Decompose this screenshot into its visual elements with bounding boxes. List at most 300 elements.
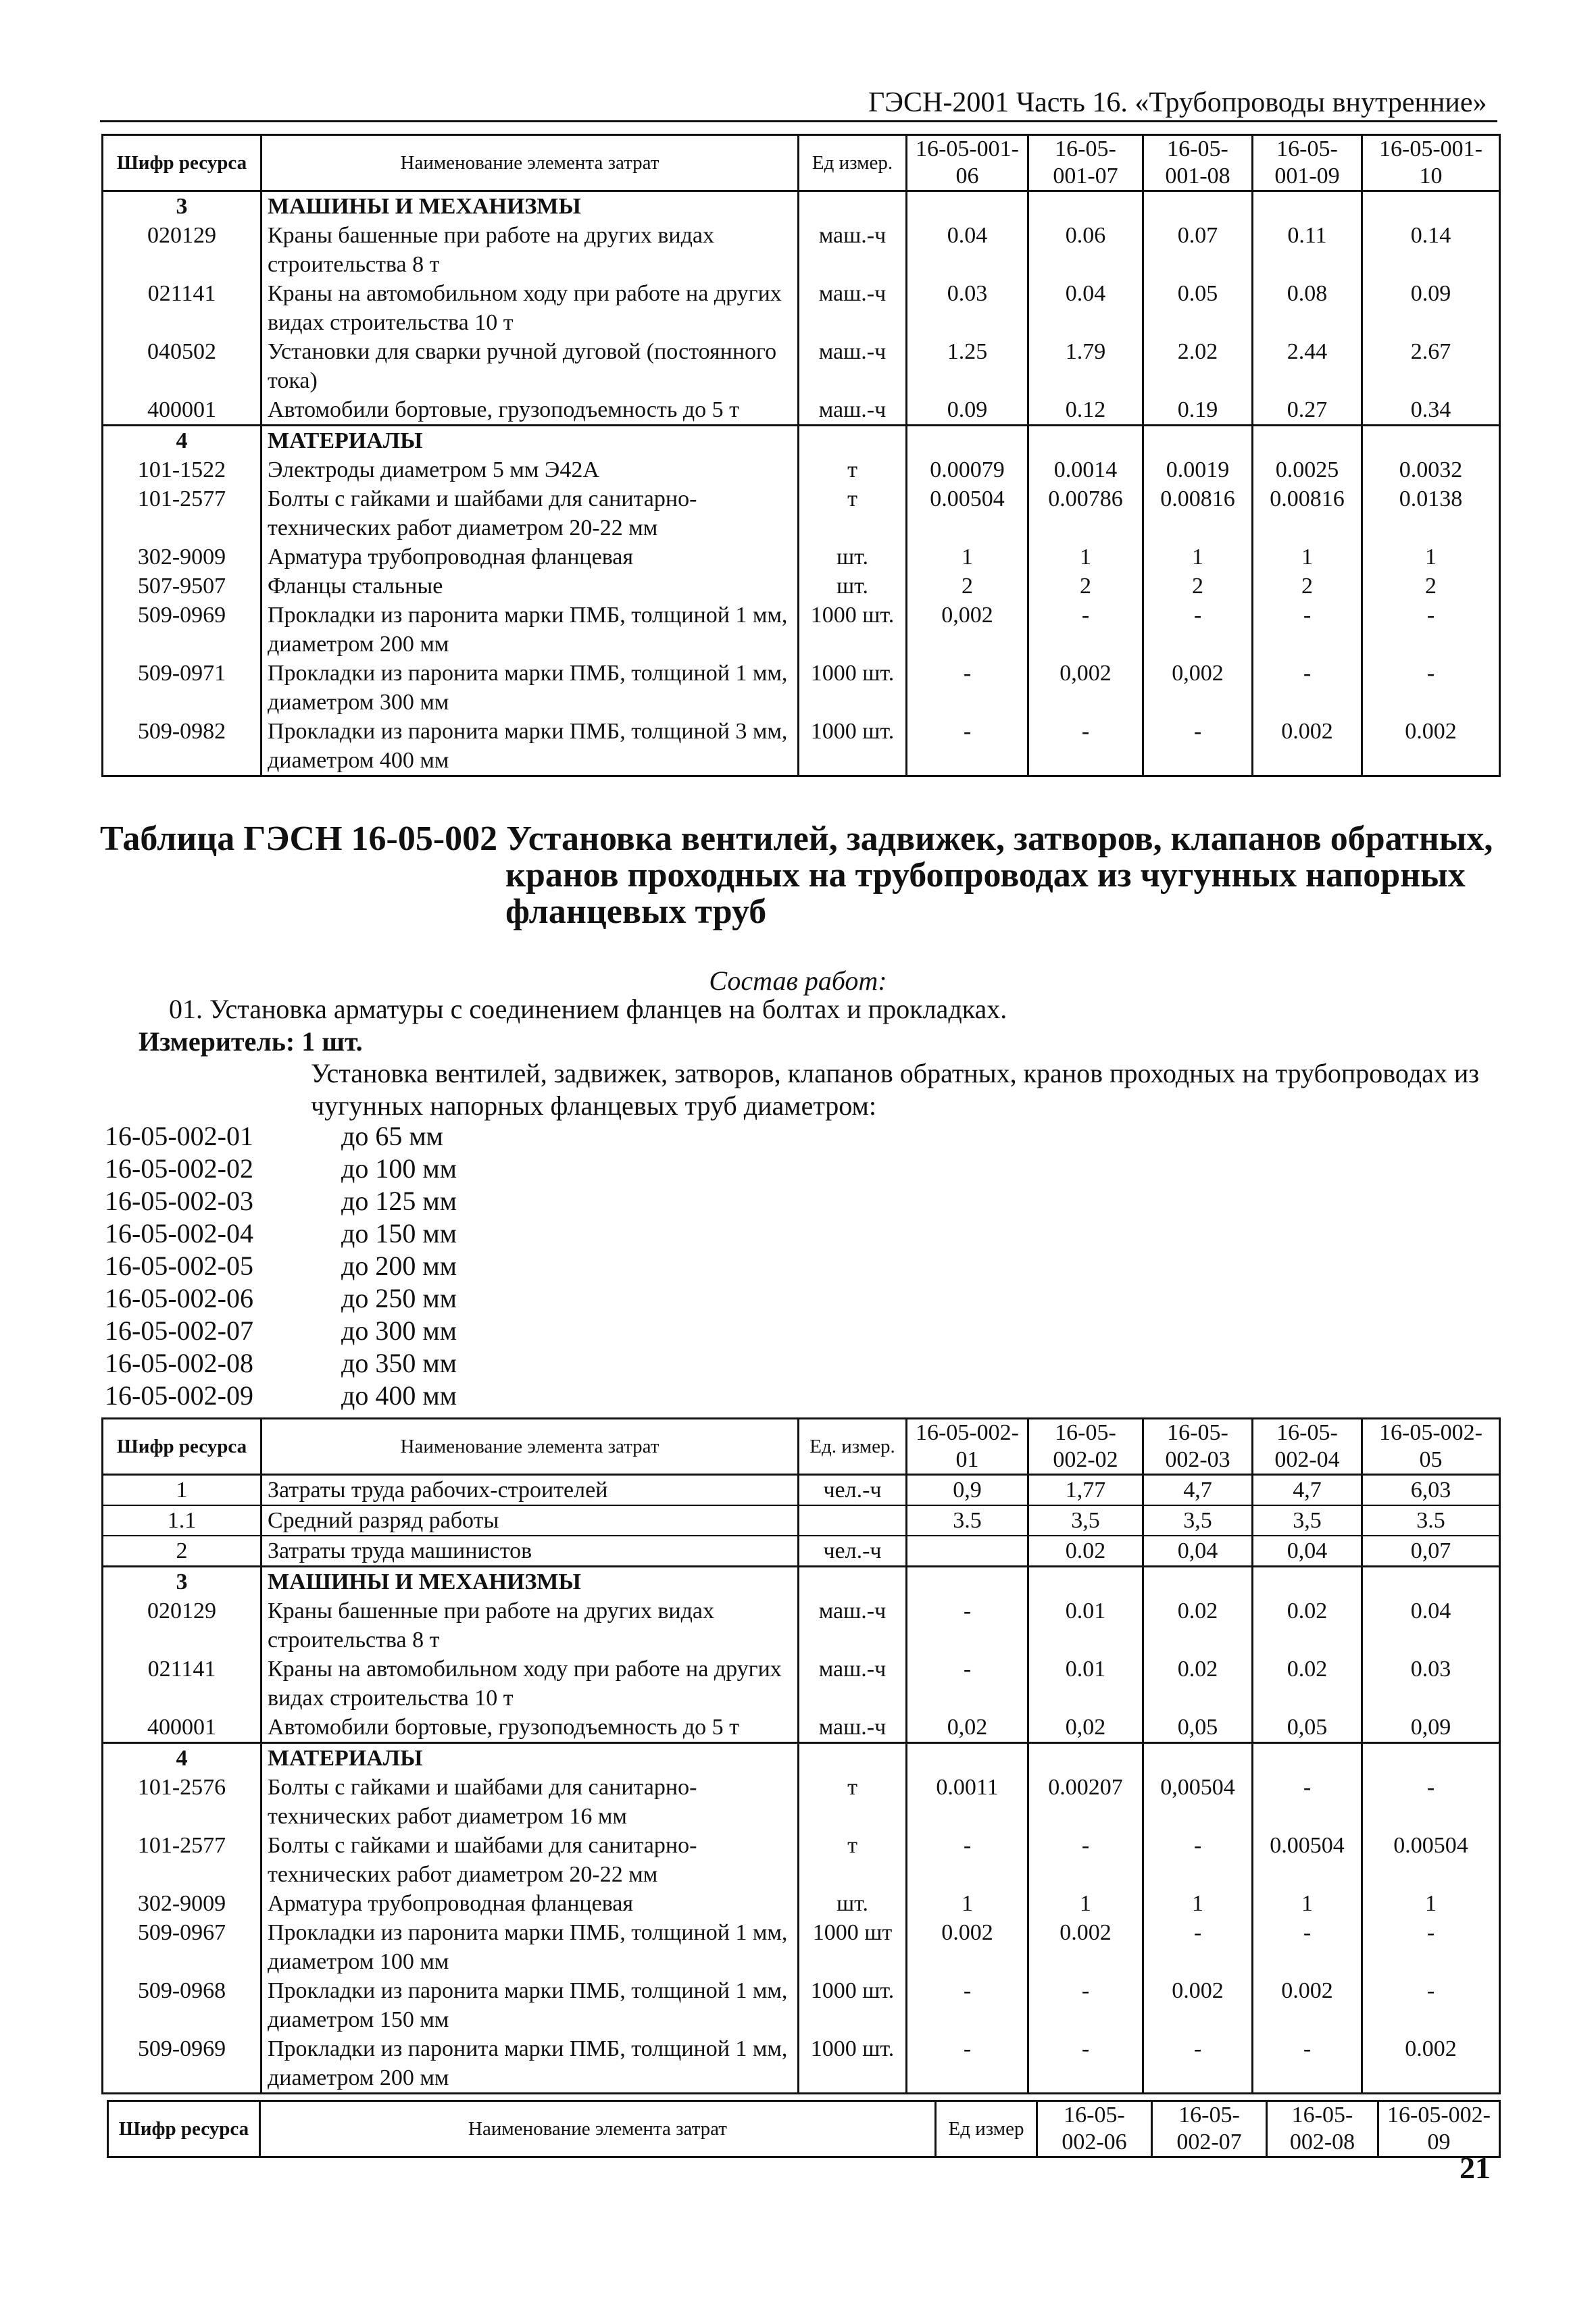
norm-value: - xyxy=(1253,601,1362,659)
resource-table-1 xyxy=(101,134,1501,777)
norm-value: 0.002 xyxy=(1143,1976,1253,2034)
resource-code: 020129 xyxy=(103,221,261,279)
col-header-code: Шифр ресурса xyxy=(103,135,261,191)
col-header-code-3: 16-05-002-08 xyxy=(1267,2101,1378,2157)
empty-cell xyxy=(1143,1743,1253,1774)
norm-value: 0.04 xyxy=(1362,1596,1500,1655)
norm-value: 1,77 xyxy=(1028,1475,1143,1506)
running-header: ГЭСН-2001 Часть 16. «Трубопроводы внутренние» xyxy=(868,87,1487,118)
norm-value: 0,02 xyxy=(907,1713,1028,1743)
empty-cell xyxy=(907,1743,1028,1774)
resource-name: Электроды диаметром 5 мм Э42А xyxy=(261,455,799,484)
resource-code: 4 xyxy=(103,1743,261,1774)
norm-value xyxy=(907,1536,1028,1567)
norm-value: - xyxy=(907,717,1028,776)
empty-cell xyxy=(1362,1567,1500,1597)
unit: т xyxy=(799,1773,907,1831)
norm-value: - xyxy=(1028,717,1143,776)
resource-code: 021141 xyxy=(103,279,261,337)
resource-row xyxy=(103,395,1500,426)
norm-value: 2 xyxy=(1028,572,1143,601)
norm-value: 2.02 xyxy=(1143,337,1253,395)
resource-code: 1.1 xyxy=(103,1505,261,1536)
col-header-code-5: 16-05-001-10 xyxy=(1362,135,1500,191)
col-header-code-2: 16-05-001-07 xyxy=(1028,135,1143,191)
table-title-line-1: Таблица ГЭСН 16-05-002 Установка вентилей, задвижек, затворов, клапанов обратных, xyxy=(100,820,1493,858)
resource-code: 509-0969 xyxy=(103,2034,261,2094)
norm-value: 0,07 xyxy=(1362,1536,1500,1567)
resource-row xyxy=(103,601,1500,659)
norm-value: 3,5 xyxy=(1253,1505,1362,1536)
resource-row xyxy=(103,717,1500,776)
resource-code: 302-9009 xyxy=(103,543,261,572)
resource-name: Установки для сварки ручной дуговой (постоянного тока) xyxy=(261,337,799,395)
resource-row xyxy=(103,1505,1500,1536)
norm-value: 1.25 xyxy=(907,337,1028,395)
norm-value: 0.00816 xyxy=(1143,484,1253,543)
resource-code: 4 xyxy=(103,426,261,456)
resource-row xyxy=(103,1773,1500,1831)
norm-value: 0,002 xyxy=(907,601,1028,659)
resource-name: Прокладки из паронита марки ПМБ, толщиной 1 мм, диаметром 300 мм xyxy=(261,659,799,717)
resource-table-3-header xyxy=(107,2100,1501,2158)
diameter: до 100 мм xyxy=(341,1153,457,1184)
unit: маш.-ч xyxy=(799,279,907,337)
section-title: МАТЕРИАЛЫ xyxy=(261,426,799,456)
norm-value: - xyxy=(1362,659,1500,717)
norm-code: 16-05-002-03 xyxy=(105,1186,253,1216)
resource-name: Краны на автомобильном ходу при работе на других видах строительства 10 т xyxy=(261,1655,799,1713)
col-header-code-4: 16-05-001-09 xyxy=(1253,135,1362,191)
resource-name: Прокладки из паронита марки ПМБ, толщиной 1 мм, диаметром 100 мм xyxy=(261,1918,799,1976)
empty-cell xyxy=(907,191,1028,222)
norm-code: 16-05-002-01 xyxy=(105,1121,253,1151)
empty-cell xyxy=(1362,191,1500,222)
resource-row xyxy=(103,1918,1500,1976)
norm-value: 0.11 xyxy=(1253,221,1362,279)
norm-value: 0.002 xyxy=(1253,1976,1362,2034)
norm-value: 0.01 xyxy=(1028,1655,1143,1713)
norm-value: 0.02 xyxy=(1253,1596,1362,1655)
col-header-code-1: 16-05-002-06 xyxy=(1037,2101,1152,2157)
norm-value: 1 xyxy=(1143,543,1253,572)
norm-value: 0.12 xyxy=(1028,395,1143,426)
work-operation: 01. Установка арматуры с соединением фланцев на болтах и прокладках. xyxy=(169,994,1007,1024)
empty-cell xyxy=(1143,191,1253,222)
resource-name: Краны башенные при работе на других видах строительства 8 т xyxy=(261,1596,799,1655)
resource-code: 1 xyxy=(103,1475,261,1506)
section-title: МАШИНЫ И МЕХАНИЗМЫ xyxy=(261,191,799,222)
norm-value: - xyxy=(1143,1918,1253,1976)
resource-name: Арматура трубопроводная фланцевая xyxy=(261,1889,799,1918)
norm-value: 0.00207 xyxy=(1028,1773,1143,1831)
resource-row xyxy=(103,1976,1500,2034)
diameter: до 350 мм xyxy=(341,1348,457,1378)
resource-code: 400001 xyxy=(103,1713,261,1743)
norm-value: 0.0011 xyxy=(907,1773,1028,1831)
resource-row xyxy=(103,337,1500,395)
norm-value: 0.00504 xyxy=(1362,1831,1500,1889)
empty-cell xyxy=(1253,191,1362,222)
resource-row xyxy=(103,1713,1500,1743)
resource-name: Прокладки из паронита марки ПМБ, толщиной 3 мм, диаметром 400 мм xyxy=(261,717,799,776)
empty-cell xyxy=(799,426,907,456)
unit: 1000 шт. xyxy=(799,1976,907,2034)
empty-cell xyxy=(907,1567,1028,1597)
unit: т xyxy=(799,484,907,543)
norm-value: 0.0138 xyxy=(1362,484,1500,543)
resource-code: 040502 xyxy=(103,337,261,395)
norm-value: - xyxy=(1253,1773,1362,1831)
resource-code: 101-2577 xyxy=(103,484,261,543)
norm-value: 0,02 xyxy=(1028,1713,1143,1743)
empty-cell xyxy=(1028,191,1143,222)
norm-value: 3.5 xyxy=(907,1505,1028,1536)
resource-code: 400001 xyxy=(103,395,261,426)
norm-value: 0.03 xyxy=(907,279,1028,337)
unit: чел.-ч xyxy=(799,1536,907,1567)
resource-name: Краны на автомобильном ходу при работе на других видах строительства 10 т xyxy=(261,279,799,337)
norm-value: 3,5 xyxy=(1028,1505,1143,1536)
norm-value: 2 xyxy=(907,572,1028,601)
norm-value: 0,05 xyxy=(1143,1713,1253,1743)
resource-name: Краны башенные при работе на других видах строительства 8 т xyxy=(261,221,799,279)
table-title xyxy=(100,821,1497,930)
norm-value: 0.04 xyxy=(907,221,1028,279)
empty-cell xyxy=(1028,426,1143,456)
resource-code: 021141 xyxy=(103,1655,261,1713)
section-title: МАТЕРИАЛЫ xyxy=(261,1743,799,1774)
page-number: 21 xyxy=(1460,2150,1491,2185)
norm-value: 0.09 xyxy=(907,395,1028,426)
unit: маш.-ч xyxy=(799,1713,907,1743)
diameter: до 150 мм xyxy=(341,1218,457,1249)
table-title-line-3: фланцевых труб xyxy=(505,892,767,931)
norm-value: 0.0014 xyxy=(1028,455,1143,484)
unit: 1000 шт xyxy=(799,1918,907,1976)
resource-name: Прокладки из паронита марки ПМБ, толщиной 1 мм, диаметром 200 мм xyxy=(261,2034,799,2094)
norm-value: 0.00504 xyxy=(907,484,1028,543)
norm-value: 0,002 xyxy=(1143,659,1253,717)
col-header-name: Наименование элемента затрат xyxy=(261,135,799,191)
resource-name: Затраты труда машинистов xyxy=(261,1536,799,1567)
norm-code-list xyxy=(105,1120,253,1412)
empty-cell xyxy=(1253,426,1362,456)
norm-value: - xyxy=(1362,601,1500,659)
resource-table-2 xyxy=(101,1417,1501,2094)
section-row xyxy=(103,1743,1500,1774)
norm-value: 0,05 xyxy=(1253,1713,1362,1743)
empty-cell xyxy=(1143,1567,1253,1597)
norm-value: 0,002 xyxy=(1028,659,1143,717)
diameter: до 300 мм xyxy=(341,1315,457,1346)
norm-value: 1 xyxy=(1253,543,1362,572)
norm-value: 6,03 xyxy=(1362,1475,1500,1506)
norm-value: 1 xyxy=(907,1889,1028,1918)
norm-value: - xyxy=(907,1655,1028,1713)
col-header-unit: Ед. измер. xyxy=(799,1419,907,1475)
norm-value: 0.00816 xyxy=(1253,484,1362,543)
unit: маш.-ч xyxy=(799,1655,907,1713)
resource-row xyxy=(103,2034,1500,2094)
resource-name: Болты с гайками и шайбами для санитарно-технических работ диаметром 16 мм xyxy=(261,1773,799,1831)
norm-value: 3,5 xyxy=(1143,1505,1253,1536)
norm-value: 0.02 xyxy=(1143,1655,1253,1713)
norm-code: 16-05-002-06 xyxy=(105,1283,253,1313)
norm-value: 0,04 xyxy=(1253,1536,1362,1567)
norm-value: - xyxy=(1253,1918,1362,1976)
col-header-code-5: 16-05-002-05 xyxy=(1362,1419,1500,1475)
unit: шт. xyxy=(799,543,907,572)
norm-value: 0.03 xyxy=(1362,1655,1500,1713)
unit: шт. xyxy=(799,572,907,601)
resource-code: 101-2577 xyxy=(103,1831,261,1889)
norm-value: 0.0032 xyxy=(1362,455,1500,484)
norm-value: 0,04 xyxy=(1143,1536,1253,1567)
col-header-code-1: 16-05-001-06 xyxy=(907,135,1028,191)
norm-value: 2 xyxy=(1362,572,1500,601)
diameter: до 65 мм xyxy=(341,1121,443,1151)
resource-row xyxy=(103,1889,1500,1918)
norm-value: 0.01 xyxy=(1028,1596,1143,1655)
norm-value: 0.08 xyxy=(1253,279,1362,337)
section-row xyxy=(103,1567,1500,1597)
resource-row xyxy=(103,455,1500,484)
norm-value: - xyxy=(1362,1918,1500,1976)
norm-value: - xyxy=(1028,2034,1143,2094)
col-header-code-3: 16-05-001-08 xyxy=(1143,135,1253,191)
empty-cell xyxy=(799,1567,907,1597)
norm-code: 16-05-002-09 xyxy=(105,1380,253,1411)
resource-name: Затраты труда рабочих-строителей xyxy=(261,1475,799,1506)
norm-value: 0,00504 xyxy=(1143,1773,1253,1831)
resource-row xyxy=(103,1831,1500,1889)
norm-value: 0.14 xyxy=(1362,221,1500,279)
norm-value: - xyxy=(1028,601,1143,659)
resource-name: Прокладки из паронита марки ПМБ, толщиной 1 мм, диаметром 200 мм xyxy=(261,601,799,659)
empty-cell xyxy=(907,426,1028,456)
norm-value: 1 xyxy=(1028,543,1143,572)
norm-value: - xyxy=(1362,1773,1500,1831)
resource-code: 507-9507 xyxy=(103,572,261,601)
empty-cell xyxy=(1253,1567,1362,1597)
col-header-code: Шифр ресурса xyxy=(103,1419,261,1475)
norm-value: - xyxy=(1253,659,1362,717)
norm-value: 0.34 xyxy=(1362,395,1500,426)
norm-value: 0.00079 xyxy=(907,455,1028,484)
norm-value: 2.67 xyxy=(1362,337,1500,395)
norm-value: - xyxy=(1028,1831,1143,1889)
empty-cell xyxy=(1253,1743,1362,1774)
norm-value: 0.06 xyxy=(1028,221,1143,279)
norm-value: - xyxy=(907,659,1028,717)
resource-code: 2 xyxy=(103,1536,261,1567)
section-title: МАШИНЫ И МЕХАНИЗМЫ xyxy=(261,1567,799,1597)
norm-code: 16-05-002-04 xyxy=(105,1218,253,1249)
norm-value: 4,7 xyxy=(1253,1475,1362,1506)
col-header-code-2: 16-05-002-02 xyxy=(1028,1419,1143,1475)
col-header-code-4: 16-05-002-04 xyxy=(1253,1419,1362,1475)
norm-value: - xyxy=(1143,601,1253,659)
empty-cell xyxy=(1362,426,1500,456)
norm-value: 1 xyxy=(1362,1889,1500,1918)
diameter-list xyxy=(341,1120,457,1412)
unit: маш.-ч xyxy=(799,395,907,426)
work-composition-heading: Состав работ: xyxy=(709,965,887,996)
unit: 1000 шт. xyxy=(799,2034,907,2094)
unit: т xyxy=(799,455,907,484)
resource-code: 302-9009 xyxy=(103,1889,261,1918)
resource-code: 509-0982 xyxy=(103,717,261,776)
norm-value: 0.002 xyxy=(1362,717,1500,776)
diameter: до 200 мм xyxy=(341,1251,457,1281)
col-header-code-2: 16-05-002-07 xyxy=(1152,2101,1267,2157)
resource-row xyxy=(103,1596,1500,1655)
norm-value: 1 xyxy=(1253,1889,1362,1918)
empty-cell xyxy=(799,1743,907,1774)
norm-value: - xyxy=(1253,2034,1362,2094)
norm-value: - xyxy=(1143,1831,1253,1889)
resource-code: 509-0968 xyxy=(103,1976,261,2034)
norm-value: - xyxy=(907,1596,1028,1655)
norm-value: 0.002 xyxy=(907,1918,1028,1976)
norm-value: 0.04 xyxy=(1028,279,1143,337)
unit xyxy=(799,1505,907,1536)
resource-code: 509-0971 xyxy=(103,659,261,717)
col-header-unit: Ед измер xyxy=(936,2101,1037,2157)
col-header-name: Наименование элемента затрат xyxy=(260,2101,936,2157)
resource-name: Болты с гайками и шайбами для санитарно-технических работ диаметром 20-22 мм xyxy=(261,484,799,543)
resource-name: Автомобили бортовые, грузоподъемность до 5 т xyxy=(261,395,799,426)
norm-value: 0,09 xyxy=(1362,1713,1500,1743)
resource-code: 3 xyxy=(103,191,261,222)
norm-code: 16-05-002-08 xyxy=(105,1348,253,1378)
norm-value: - xyxy=(907,1976,1028,2034)
empty-cell xyxy=(1028,1567,1143,1597)
col-header-name: Наименование элемента затрат xyxy=(261,1419,799,1475)
col-header-unit: Ед измер. xyxy=(799,135,907,191)
norm-value: 0.0025 xyxy=(1253,455,1362,484)
norm-value: 2.44 xyxy=(1253,337,1362,395)
table-title-line-2: кранов проходных на трубопроводах из чугунных напорных xyxy=(505,856,1466,895)
norm-value: 3.5 xyxy=(1362,1505,1500,1536)
norm-value: 0.27 xyxy=(1253,395,1362,426)
norm-value: 0.02 xyxy=(1028,1536,1143,1567)
norm-value: 1 xyxy=(1143,1889,1253,1918)
unit: 1000 шт. xyxy=(799,717,907,776)
resource-name: Автомобили бортовые, грузоподъемность до 5 т xyxy=(261,1713,799,1743)
header-rule xyxy=(100,120,1497,122)
norm-code: 16-05-002-05 xyxy=(105,1251,253,1281)
norm-value: - xyxy=(1143,2034,1253,2094)
unit: шт. xyxy=(799,1889,907,1918)
unit: маш.-ч xyxy=(799,1596,907,1655)
unit: 1000 шт. xyxy=(799,601,907,659)
norm-value: 1 xyxy=(907,543,1028,572)
unit: 1000 шт. xyxy=(799,659,907,717)
empty-cell xyxy=(1143,426,1253,456)
norm-value: 0.002 xyxy=(1362,2034,1500,2094)
resource-row xyxy=(103,484,1500,543)
measure-unit: Измеритель: 1 шт. xyxy=(139,1026,363,1057)
resource-row xyxy=(103,1655,1500,1713)
resource-name: Средний разряд работы xyxy=(261,1505,799,1536)
norm-value: 0.02 xyxy=(1143,1596,1253,1655)
resource-code: 509-0969 xyxy=(103,601,261,659)
norm-value: 0.02 xyxy=(1253,1655,1362,1713)
diameter: до 400 мм xyxy=(341,1380,457,1411)
resource-code: 020129 xyxy=(103,1596,261,1655)
unit: чел.-ч xyxy=(799,1475,907,1506)
norm-value: - xyxy=(1028,1976,1143,2034)
section-row xyxy=(103,191,1500,222)
norm-value: 0.002 xyxy=(1028,1918,1143,1976)
section-row xyxy=(103,426,1500,456)
resource-row xyxy=(103,659,1500,717)
resource-row xyxy=(103,221,1500,279)
resource-code: 101-1522 xyxy=(103,455,261,484)
resource-name: Арматура трубопроводная фланцевая xyxy=(261,543,799,572)
norm-value: - xyxy=(1362,1976,1500,2034)
empty-cell xyxy=(1362,1743,1500,1774)
norm-value: - xyxy=(907,2034,1028,2094)
diameter: до 125 мм xyxy=(341,1186,457,1216)
norm-value: 4,7 xyxy=(1143,1475,1253,1506)
resource-name: Прокладки из паронита марки ПМБ, толщиной 1 мм, диаметром 150 мм xyxy=(261,1976,799,2034)
empty-cell xyxy=(799,191,907,222)
norm-value: 2 xyxy=(1143,572,1253,601)
resource-row xyxy=(103,1475,1500,1506)
norm-value: 0,9 xyxy=(907,1475,1028,1506)
resource-name: Болты с гайками и шайбами для санитарно-технических работ диаметром 20-22 мм xyxy=(261,1831,799,1889)
norm-value: 1 xyxy=(1028,1889,1143,1918)
norm-value: 1 xyxy=(1362,543,1500,572)
norm-value: 0.0019 xyxy=(1143,455,1253,484)
norm-value: 2 xyxy=(1253,572,1362,601)
resource-row xyxy=(103,572,1500,601)
col-header-code: Шифр ресурса xyxy=(108,2101,260,2157)
norm-value: 0.19 xyxy=(1143,395,1253,426)
empty-cell xyxy=(1028,1743,1143,1774)
norm-value: 1.79 xyxy=(1028,337,1143,395)
unit: маш.-ч xyxy=(799,221,907,279)
unit: т xyxy=(799,1831,907,1889)
norm-value: 0.09 xyxy=(1362,279,1500,337)
resource-code: 3 xyxy=(103,1567,261,1597)
col-header-code-4: 16-05-002-09 xyxy=(1378,2101,1500,2157)
resource-code: 101-2576 xyxy=(103,1773,261,1831)
norm-code: 16-05-002-02 xyxy=(105,1153,253,1184)
resource-name: Фланцы стальные xyxy=(261,572,799,601)
norm-value: - xyxy=(907,1831,1028,1889)
resource-row xyxy=(103,279,1500,337)
norm-value: 0.00786 xyxy=(1028,484,1143,543)
norm-code: 16-05-002-07 xyxy=(105,1315,253,1346)
resource-row xyxy=(103,1536,1500,1567)
col-header-code-1: 16-05-002-01 xyxy=(907,1419,1028,1475)
norm-value: 0.05 xyxy=(1143,279,1253,337)
resource-row xyxy=(103,543,1500,572)
norm-value: 0.00504 xyxy=(1253,1831,1362,1889)
work-description: Установка вентилей, задвижек, затворов, клапанов обратных, кранов проходных на трубопроводах из чугунных напорных фланцевых труб диаметром: xyxy=(311,1058,1480,1121)
resource-code: 509-0967 xyxy=(103,1918,261,1976)
norm-value: 0.002 xyxy=(1253,717,1362,776)
norm-value: 0.07 xyxy=(1143,221,1253,279)
col-header-code-3: 16-05-002-03 xyxy=(1143,1419,1253,1475)
norm-value: - xyxy=(1143,717,1253,776)
unit: маш.-ч xyxy=(799,337,907,395)
diameter: до 250 мм xyxy=(341,1283,457,1313)
